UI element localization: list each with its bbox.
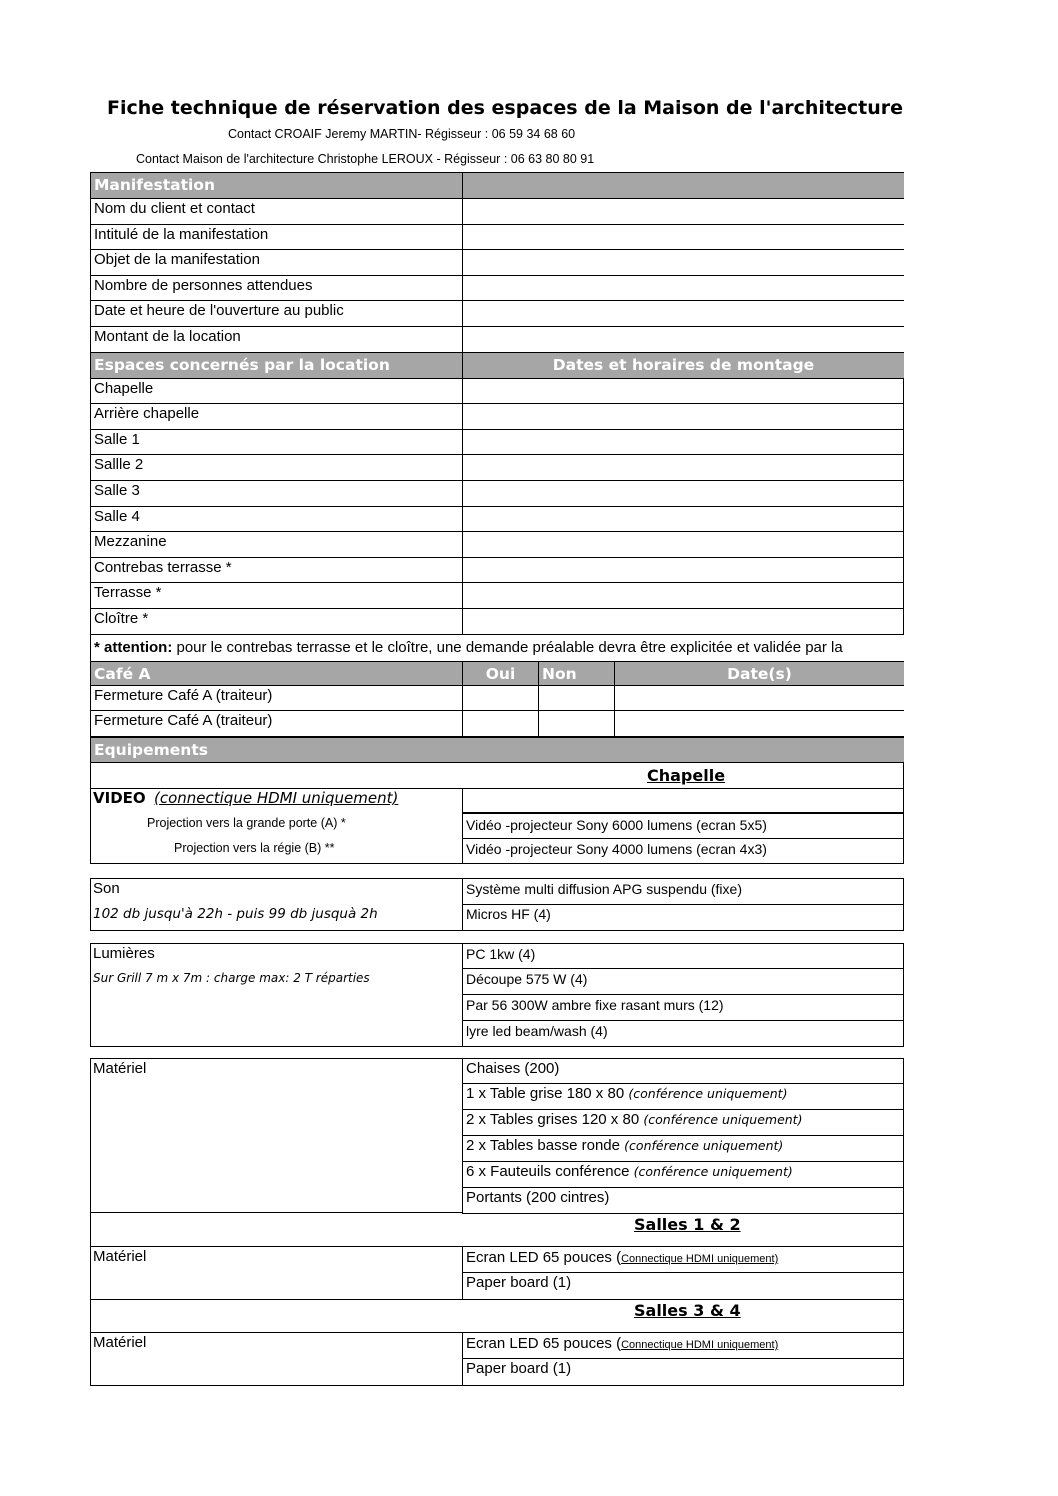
manifestation-row [90, 225, 904, 251]
espace-label: Salle 1 [90, 430, 462, 456]
espace-row [90, 404, 904, 430]
salles12-section [90, 1213, 904, 1247]
cafe-dates-cell[interactable] [614, 686, 904, 712]
lumieres-note: Sur Grill 7 m x 7m : charge max: 2 T réparties [93, 971, 370, 985]
espace-label: Contrebas terrasse * [90, 558, 462, 584]
cafe-oui-cell[interactable] [462, 686, 538, 712]
dates-montage-cell[interactable] [462, 430, 904, 456]
field-label: Intitulé de la manifestation [90, 225, 462, 251]
cafe-heading: Café A [90, 661, 462, 686]
video-item-2: Vidéo -projecteur Sony 4000 lumens (ecran 4x3) [462, 839, 904, 864]
salles34-block [90, 1332, 904, 1386]
field-label: Objet de la manifestation [90, 250, 462, 276]
cafe-label: Fermeture Café A (traiteur) [90, 686, 462, 712]
son-block [90, 878, 904, 931]
video-note: (connectique HDMI uniquement) [153, 789, 399, 807]
field-value-cell[interactable] [462, 327, 904, 353]
materiel-label: Matériel [93, 1060, 147, 1077]
espace-row [90, 430, 904, 456]
dates-montage-cell[interactable] [462, 609, 904, 635]
espace-label: Salle 4 [90, 507, 462, 533]
cafe-oui-heading: Oui [462, 661, 538, 686]
field-label: Montant de la location [90, 327, 462, 353]
dates-montage-cell[interactable] [462, 404, 904, 430]
cafe-row [90, 686, 904, 712]
salles34-title: Salles 3 & 4 [634, 1301, 741, 1320]
espace-row [90, 507, 904, 533]
manifestation-row [90, 327, 904, 353]
reservation-form [90, 172, 904, 1377]
materiel-item-text: 1 x Table grise 180 x 80 [466, 1085, 629, 1102]
equipements-heading: Equipements [90, 737, 904, 763]
cafe-header [90, 661, 904, 686]
contact-croaif: Contact CROAIF Jeremy MARTIN- Régisseur : 06 59 34 68 60 [228, 127, 576, 141]
contact-maison: Contact Maison de l'architecture Christophe LEROUX - Régisseur : 06 63 80 80 91 [136, 152, 595, 166]
materiel-item-text: Chaises (200) [466, 1060, 560, 1077]
espace-row [90, 609, 904, 635]
salles12-materiel-label: Matériel [93, 1248, 147, 1265]
video-item-1: Vidéo -projecteur Sony 6000 lumens (ecran 5x5) [462, 813, 904, 839]
materiel-item-text: 2 x Tables grises 120 x 80 [466, 1111, 644, 1128]
field-value-cell[interactable] [462, 301, 904, 327]
attention-text: pour le contrebas terrasse et le cloître, une demande préalable devra être explicitée et validée par la [172, 638, 843, 656]
lumiere-item: Découpe 575 W (4) [462, 969, 904, 995]
lumiere-item: lyre led beam/wash (4) [462, 1021, 904, 1047]
field-value-cell[interactable] [462, 225, 904, 251]
chapelle-section [90, 763, 904, 789]
cafe-non-cell[interactable] [538, 686, 614, 712]
cafe-non-heading: Non [538, 661, 614, 686]
video-label: VIDEO [93, 789, 146, 807]
projection-a: Projection vers la grande porte (A) * [147, 816, 346, 830]
espace-label: Chapelle [90, 379, 462, 405]
son-item-1: Système multi diffusion APG suspendu (fixe) [462, 878, 904, 905]
materiel-chapelle-block [90, 1058, 904, 1213]
materiel-item [462, 1188, 904, 1214]
materiel-item [462, 1084, 904, 1110]
dates-montage-heading: Dates et horaires de montage [462, 353, 904, 379]
son-item-2: Micros HF (4) [462, 905, 904, 931]
salles12-ecran: Ecran LED 65 pouces (Connectique HDMI uniquement) [462, 1246, 904, 1273]
materiel-item [462, 1058, 904, 1084]
materiel-item [462, 1110, 904, 1136]
materiel-item-text: Portants (200 cintres) [466, 1189, 610, 1206]
cafe-dates-cell[interactable] [614, 711, 904, 737]
field-value-cell[interactable] [462, 199, 904, 225]
salles34-ecran: Ecran LED 65 pouces (Connectique HDMI uniquement) [462, 1332, 904, 1359]
equipements-header [90, 737, 904, 763]
dates-montage-cell[interactable] [462, 583, 904, 609]
materiel-item-note: (conférence uniquement) [628, 1086, 788, 1101]
materiel-item-text: 6 x Fauteuils conférence [466, 1163, 634, 1180]
projection-b: Projection vers la régie (B) ** [174, 841, 335, 855]
espace-label: Sallle 2 [90, 455, 462, 481]
materiel-item [462, 1136, 904, 1162]
chapelle-title: Chapelle [647, 765, 726, 785]
salles34-materiel-label: Matériel [93, 1334, 147, 1351]
materiel-item-note: (conférence uniquement) [633, 1164, 793, 1179]
lumiere-item: Par 56 300W ambre fixe rasant murs (12) [462, 995, 904, 1021]
field-value-cell[interactable] [462, 276, 904, 302]
espace-row [90, 455, 904, 481]
espace-row [90, 481, 904, 507]
espace-row [90, 379, 904, 405]
salles12-paper: Paper board (1) [462, 1273, 904, 1300]
salles34-paper: Paper board (1) [462, 1359, 904, 1386]
dates-montage-cell[interactable] [462, 455, 904, 481]
video-block [90, 788, 904, 864]
espace-label: Salle 3 [90, 481, 462, 507]
dates-montage-cell[interactable] [462, 379, 904, 405]
manifestation-row [90, 250, 904, 276]
espaces-header [90, 353, 904, 379]
dates-montage-cell[interactable] [462, 532, 904, 558]
field-label: Nom du client et contact [90, 199, 462, 225]
espaces-heading: Espaces concernés par la location [90, 353, 462, 379]
cafe-label: Fermeture Café A (traiteur) [90, 711, 462, 737]
attention-label: * attention: [94, 638, 173, 656]
attention-note [90, 635, 904, 661]
page-title: Fiche technique de réservation des espaces de la Maison de l'architecture [107, 97, 904, 119]
son-label: Son [93, 880, 120, 897]
salles12-title: Salles 1 & 2 [634, 1215, 741, 1234]
lumieres-block [90, 943, 904, 1047]
manifestation-row [90, 301, 904, 327]
espace-label: Terrasse * [90, 583, 462, 609]
dates-montage-cell[interactable] [462, 558, 904, 584]
field-label: Date et heure de l'ouverture au public [90, 301, 462, 327]
espace-label: Mezzanine [90, 532, 462, 558]
manifestation-row [90, 199, 904, 225]
field-label: Nombre de personnes attendues [90, 276, 462, 302]
manifestation-header [90, 172, 904, 199]
materiel-item [462, 1162, 904, 1188]
son-note: 102 db jusqu'à 22h - puis 99 db jusquà 2h [93, 906, 378, 922]
dates-montage-cell[interactable] [462, 481, 904, 507]
materiel-item-note: (conférence uniquement) [624, 1138, 784, 1153]
espace-row [90, 583, 904, 609]
lumieres-label: Lumières [93, 945, 155, 962]
cafe-non-cell[interactable] [538, 711, 614, 737]
espace-row [90, 558, 904, 584]
espace-row [90, 532, 904, 558]
manifestation-row [90, 276, 904, 302]
dates-montage-cell[interactable] [462, 507, 904, 533]
cafe-oui-cell[interactable] [462, 711, 538, 737]
materiel-item-text: 2 x Tables basse ronde [466, 1137, 625, 1154]
cafe-row [90, 711, 904, 737]
manifestation-heading: Manifestation [90, 172, 462, 199]
lumiere-item: PC 1kw (4) [462, 943, 904, 969]
espace-label: Cloître * [90, 609, 462, 635]
salles34-section [90, 1300, 904, 1333]
cafe-dates-heading: Date(s) [614, 661, 904, 686]
materiel-item-note: (conférence uniquement) [643, 1112, 803, 1127]
salles12-block [90, 1246, 904, 1300]
espace-label: Arrière chapelle [90, 404, 462, 430]
manifestation-heading-blank [462, 172, 904, 199]
field-value-cell[interactable] [462, 250, 904, 276]
